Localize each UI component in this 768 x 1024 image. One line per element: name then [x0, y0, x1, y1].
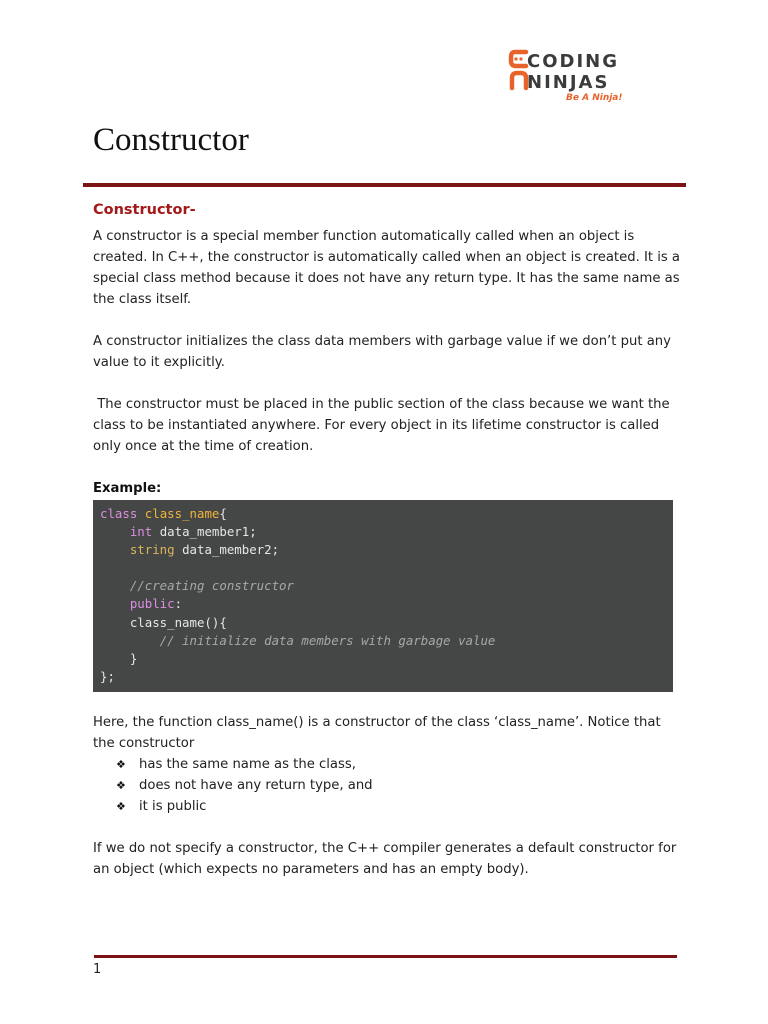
- list-item: ❖ it is public: [116, 799, 207, 814]
- paragraph-initialization: A constructor initializes the class data members with garbage value if we don’t put any value to it explicitly.: [93, 334, 671, 370]
- logo-tagline: Be A Ninja!: [566, 93, 623, 103]
- code-line: public:: [129, 596, 183, 612]
- document-title: Constructor: [93, 122, 249, 158]
- code-block: [93, 500, 673, 692]
- coding-ninjas-logo: [508, 48, 630, 104]
- code-line: //creating constructor: [129, 578, 294, 594]
- page-number: 1: [93, 962, 102, 977]
- list-item: ❖ has the same name as the class,: [116, 757, 356, 772]
- paragraph-default-constructor: If we do not specify a constructor, the C++ compiler generates a default constructor for an object (which expects no parameters and has an empty body).: [93, 841, 677, 877]
- title-divider: [83, 183, 686, 187]
- logo-n-mark-icon: [512, 73, 526, 88]
- code-line: class class_name{: [100, 506, 227, 521]
- code-line: // initialize data members with garbage value: [159, 632, 496, 648]
- paragraph-placement: The constructor must be placed in the public section of the class because we want the class to be instantiated anywhere. For every object in its lifetime constructor is called only once at the time of creation.: [93, 397, 674, 454]
- diamond-bullet-icon: ❖: [116, 779, 126, 792]
- code-line-blank: [100, 559, 666, 577]
- logo-c-mark-icon: [511, 52, 526, 66]
- code-line: string data_member2;: [129, 542, 280, 558]
- code-line: class_name(){: [100, 614, 227, 630]
- logo-line1: CODING: [527, 51, 619, 72]
- code-line: }: [100, 650, 138, 666]
- code-line: int data_member1;: [129, 524, 257, 540]
- section-heading: Constructor-: [93, 202, 196, 218]
- list-item: ❖ does not have any return type, and: [116, 778, 373, 793]
- paragraph-definition: A constructor is a special member function automatically called when an object is created. In C++, the constructor is automatically called when an object is created. It is a special class method because it does not have any return type. It has the same name as the class itself.: [93, 229, 681, 307]
- example-label: Example:: [93, 481, 162, 496]
- code-line: };: [100, 668, 115, 684]
- footer-divider: [94, 955, 677, 958]
- diamond-bullet-icon: ❖: [116, 800, 126, 813]
- logo-line2: NINJAS: [527, 72, 610, 93]
- diamond-bullet-icon: ❖: [116, 758, 126, 771]
- bullet-list: [116, 754, 373, 817]
- paragraph-explanation: Here, the function class_name() is a constructor of the class ‘class_name’. Notice that the constructor: [93, 715, 661, 751]
